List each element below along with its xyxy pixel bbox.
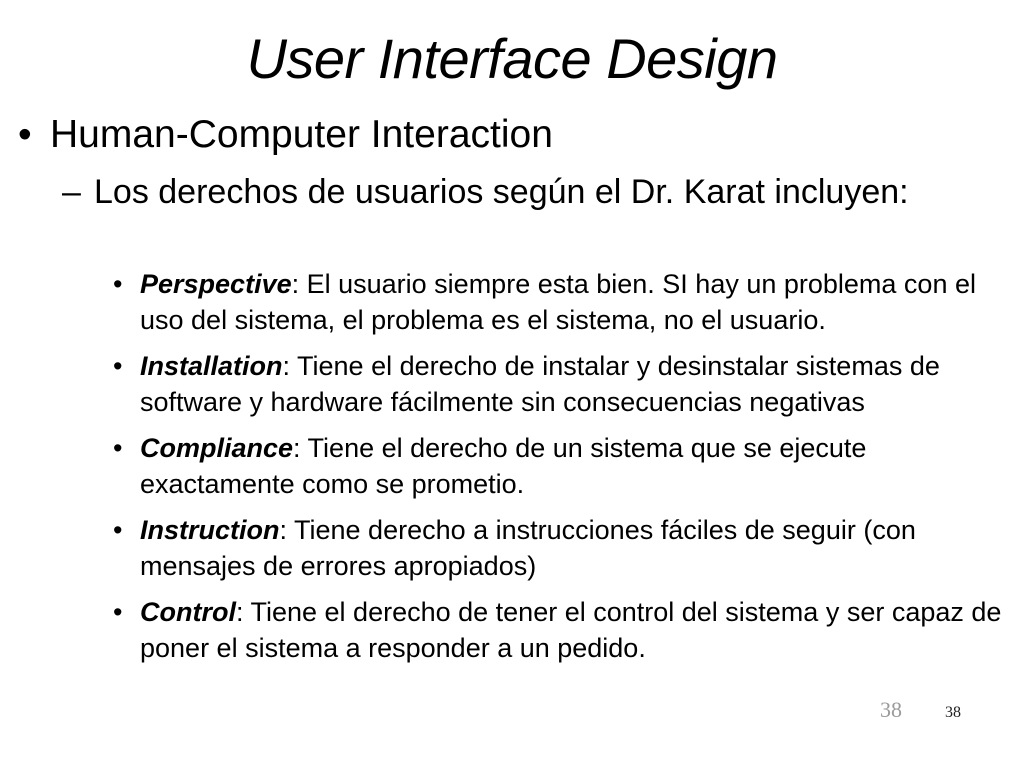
list-item-control [113, 594, 1013, 666]
bullet-level1 [18, 112, 553, 159]
bullet-glyph: • [113, 515, 123, 545]
bullet-glyph: • [113, 351, 123, 381]
item-description: : Tiene el derecho de instalar y desinstalar sistemas de software y hardware fácilmente sin consecuencias negativas [140, 351, 940, 417]
bullet-level1-text: Human-Computer Interaction [50, 113, 553, 156]
item-term: Compliance [140, 433, 294, 463]
bullet-glyph: • [113, 597, 123, 627]
bullet-level2-text: Los derechos de usuarios según el Dr. Karat incluyen: [94, 173, 909, 211]
list-item-perspective [113, 266, 1013, 338]
bullet-glyph: • [113, 269, 123, 299]
item-term: Instruction [140, 515, 280, 545]
item-description: : Tiene el derecho de tener el control del sistema y ser capaz de poner el sistema a responder a un pedido. [140, 597, 1002, 663]
slide-title: User Interface Design [246, 27, 778, 90]
item-term: Control [140, 597, 236, 627]
dash-glyph: – [62, 173, 81, 211]
bullet-glyph: • [18, 113, 32, 156]
list-item-instruction [113, 512, 1013, 584]
item-term: Perspective [140, 269, 292, 299]
list-item-compliance [113, 430, 1013, 502]
list-item-installation [113, 348, 1013, 420]
rights-list [113, 266, 1013, 676]
page-number: 38 [880, 697, 902, 722]
item-term: Installation [140, 351, 283, 381]
bullet-level2 [62, 172, 962, 212]
bullet-glyph: • [113, 433, 123, 463]
item-description: : Tiene el derecho de un sistema que se ejecute exactamente como se prometio. [140, 433, 867, 499]
item-description: : El usuario siempre esta bien. SI hay un problema con el uso del sistema, el problema es el sistema, no el usuario. [140, 269, 976, 335]
item-description: : Tiene derecho a instrucciones fáciles de seguir (con mensajes de errores apropiados) [140, 515, 916, 581]
page-number-overlay: 38 [945, 704, 961, 721]
